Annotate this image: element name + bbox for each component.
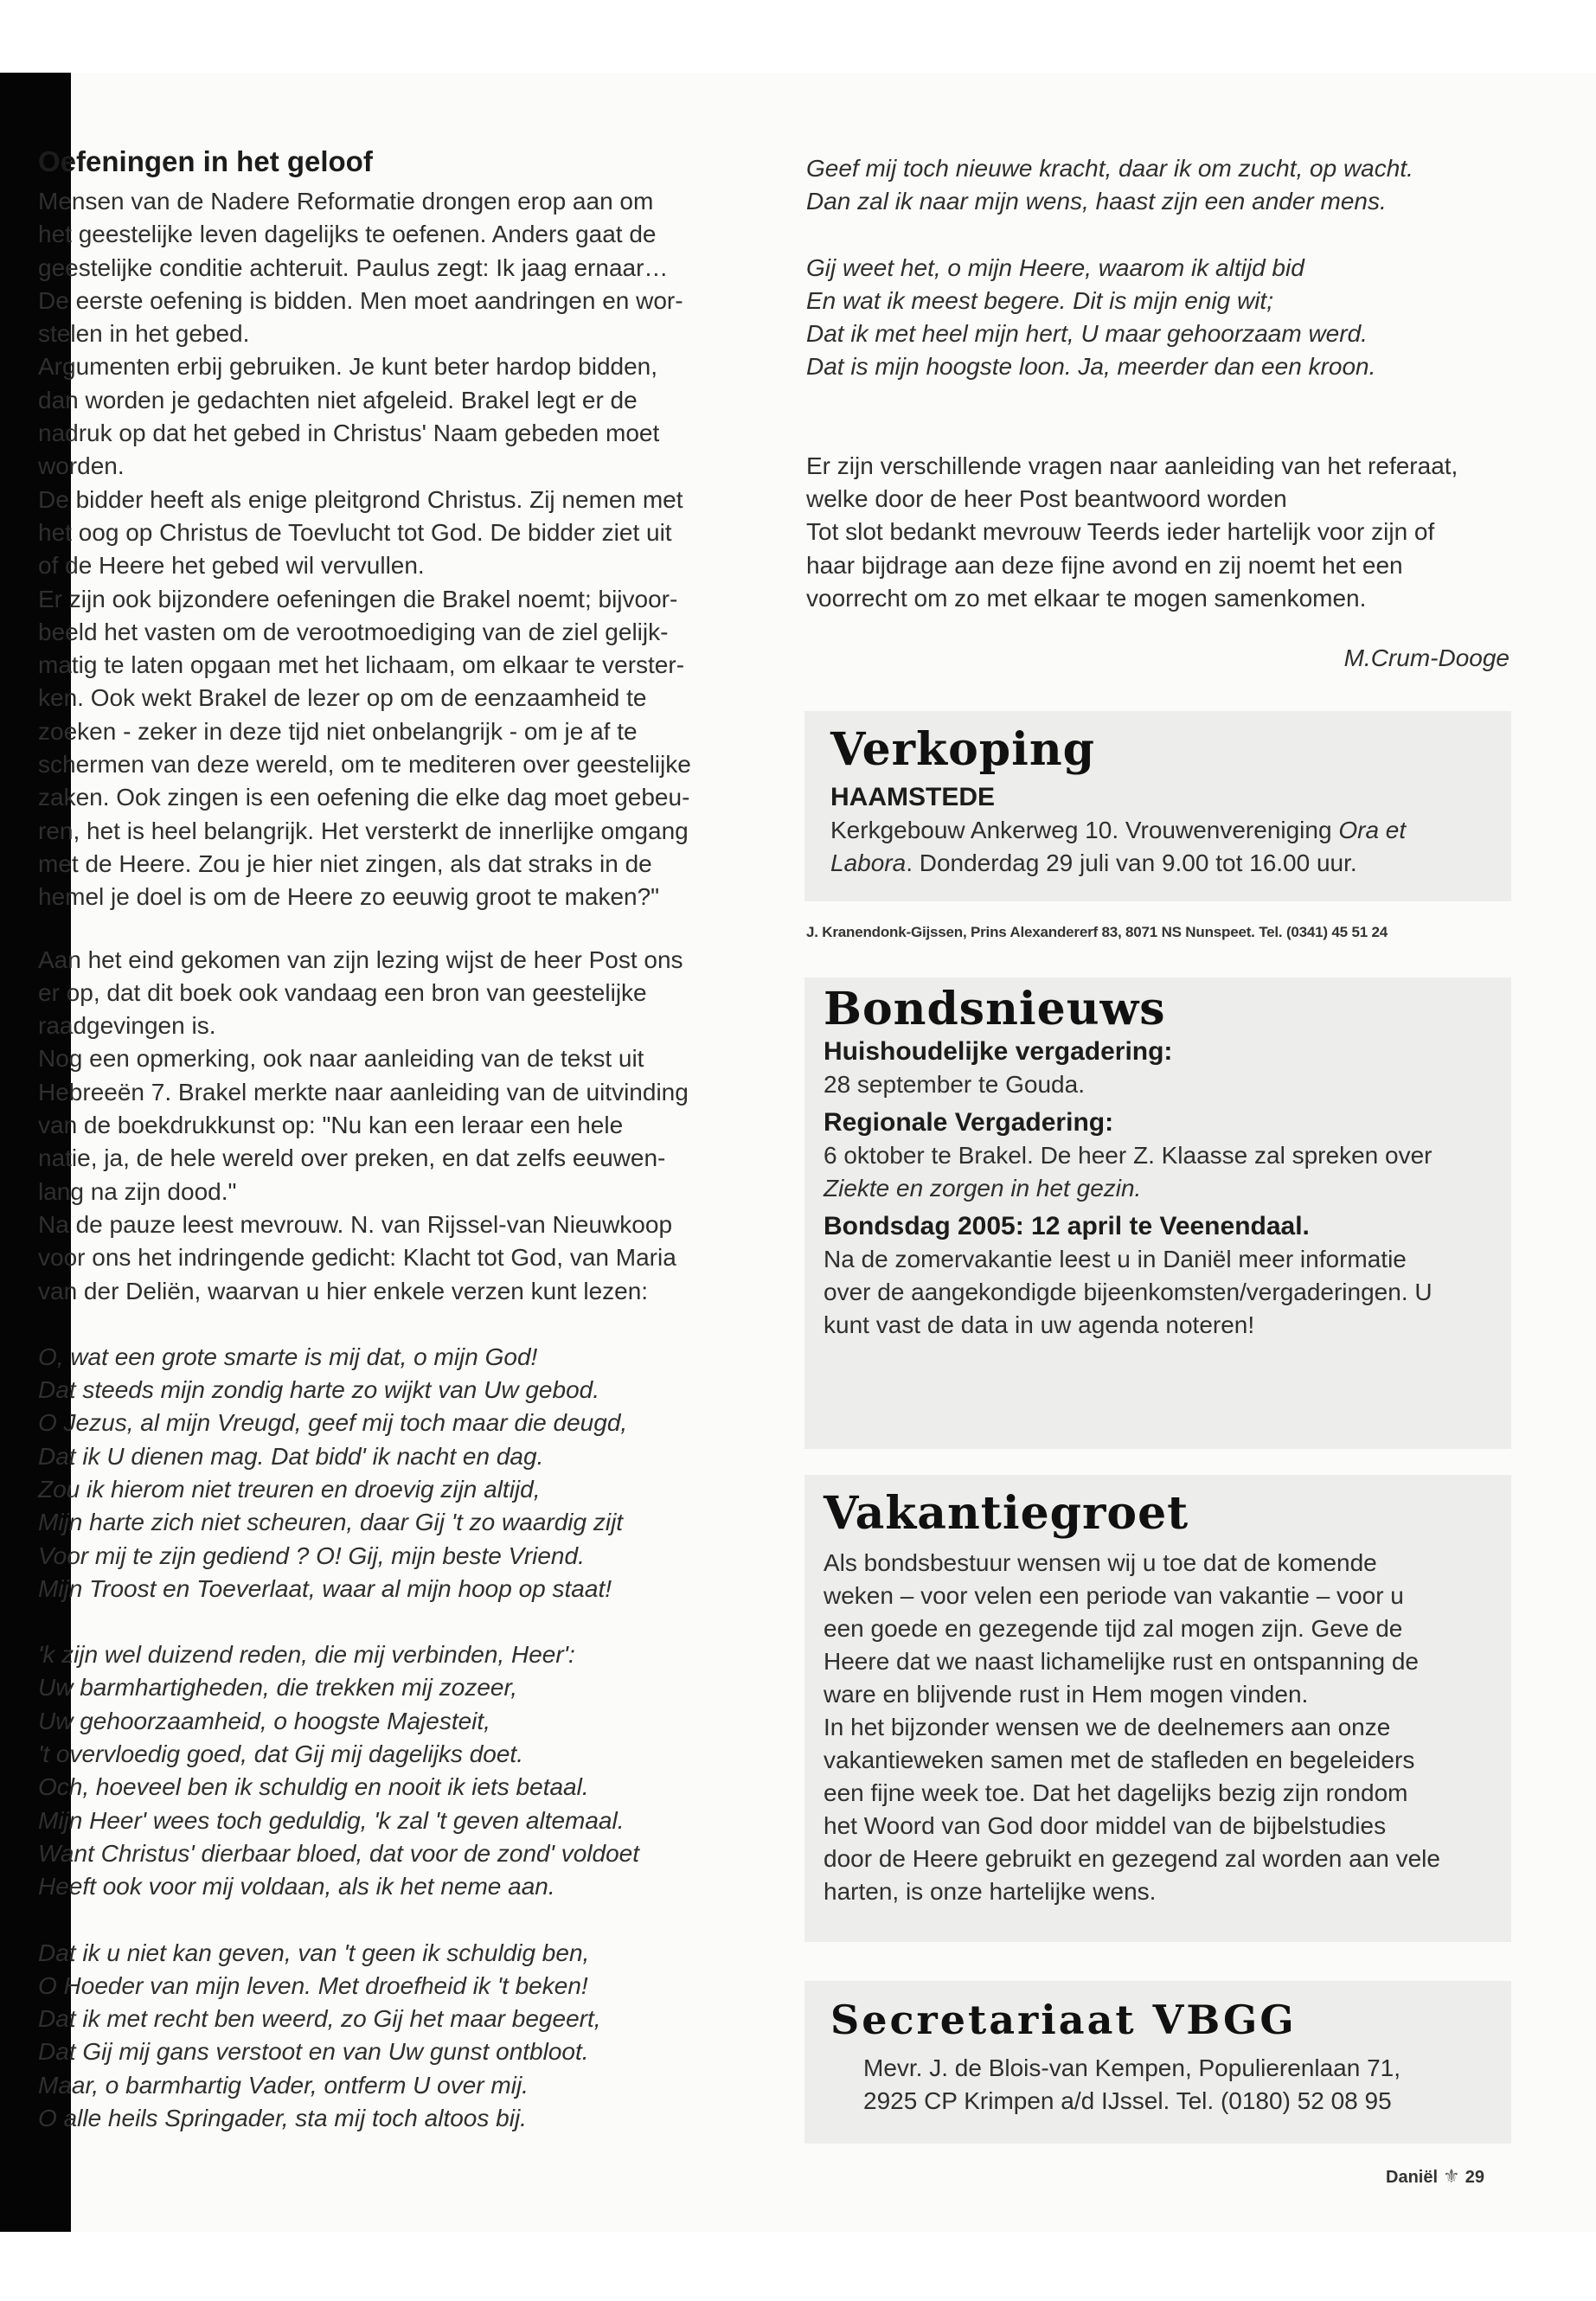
secretariaat-box xyxy=(804,1981,1511,2144)
secretariaat-address xyxy=(830,2052,1494,2118)
text-line: Mijn harte zich niet scheuren, daar Gij 't zo waardig zijt xyxy=(38,1509,624,1536)
magazine-name: Daniël xyxy=(1386,2168,1439,2187)
verkoping-line-1 xyxy=(830,814,1494,847)
right-column xyxy=(806,152,1511,672)
scan-top-margin xyxy=(0,0,1596,73)
text-line: Aan het eind gekomen van zijn lezing wijst de heer Post ons xyxy=(38,945,683,973)
text-line: dan worden je gedachten niet afgeleid. Brakel legt er de xyxy=(38,386,638,413)
text-line: voorrecht om zo met elkaar te mogen samenkomen. xyxy=(806,584,1367,612)
text-line: schermen van deze wereld, om te mediteren over geestelijke xyxy=(38,751,691,779)
text-line: het Woord van God door middel van de bijbelstudies xyxy=(824,1812,1387,1839)
text-line: Dan zal ik naar mijn wens, haast zijn een ander mens. xyxy=(806,188,1387,215)
text-line: welke door de heer Post beantwoord worden xyxy=(806,485,1287,513)
text-line: Argumenten erbij gebruiken. Je kunt beter hardop bidden, xyxy=(38,353,658,381)
text-line: of de Heere het gebed wil vervullen. xyxy=(38,552,425,580)
text-line: een fijne week toe. Dat het dagelijks bezig zijn rondom xyxy=(824,1779,1408,1806)
vakantiegroet-text xyxy=(824,1547,1494,1908)
text-line: zoeken - zeker in deze tijd niet onbelangrijk - om je af te xyxy=(38,717,638,745)
text-line: Dat is mijn hoogste loon. Ja, meerder dan een kroon. xyxy=(806,353,1376,381)
text-line: Zou ik hierom niet treuren en droevig zijn altijd, xyxy=(38,1475,541,1503)
text-line: 'k zijn wel duizend reden, die mij verbinden, Heer': xyxy=(38,1641,575,1669)
text-line: Geef mij toch nieuwe kracht, daar ik om zucht, op wacht. xyxy=(806,155,1413,182)
text-line: Dat ik met recht ben weerd, zo Gij het maar begeert, xyxy=(38,2005,601,2033)
text-line: Dat steeds mijn zondig harte zo wijkt van Uw gebod. xyxy=(38,1376,599,1404)
spacer xyxy=(38,1308,756,1341)
text-line: ren, het is heel belangrijk. Het versterkt de innerlijke omgang xyxy=(38,817,689,844)
bondsnieuws-text-1: 28 september te Gouda. xyxy=(824,1071,1085,1098)
text-line: raadgevingen is. xyxy=(38,1012,216,1040)
text-line: Heere dat we naast lichamelijke rust en ontspanning de xyxy=(824,1648,1419,1675)
spacer xyxy=(38,1904,756,1937)
text-line: Nog een opmerking, ook naar aanleiding van de tekst uit xyxy=(38,1045,644,1073)
bondsnieuws-title: Bondsnieuws xyxy=(824,983,1166,1035)
poem-stanza-1 xyxy=(38,1341,756,1606)
text-line: hemel je doel is om de Heere zo eeuwig groot te maken?" xyxy=(38,883,660,911)
bondsnieuws-sub-3: Bondsdag 2005: 12 april te Veenendaal. xyxy=(824,1212,1310,1240)
text-line: met de Heere. Zou je hier niet zingen, als dat straks in de xyxy=(38,849,652,877)
text-line: van de boekdrukkunst op: "Nu kan een leraar een hele xyxy=(38,1112,624,1139)
text-line: 't overvloedig goed, dat Gij mij dagelijks doet. xyxy=(38,1740,523,1768)
text-line: In het bijzonder wensen we de deelnemers aan onze xyxy=(824,1714,1391,1740)
text-line: Dat ik u niet kan geven, van 't geen ik schuldig ben, xyxy=(38,1939,590,1966)
verkoping-place: HAAMSTEDE xyxy=(830,783,996,811)
text-line: Als bondsbestuur wensen wij u toe dat de komende xyxy=(824,1549,1377,1576)
text-line: beeld het vasten om de verootmoediging van de ziel gelijk- xyxy=(38,618,669,645)
bondsnieuws-text-2-italic: Ziekte en zorgen in het gezin. xyxy=(824,1175,1142,1202)
text-line: O, wat een grote smarte is mij dat, o mijn God! xyxy=(38,1343,538,1370)
verkoping-italic: Labora xyxy=(830,849,907,876)
text-line: kunt vast de data in uw agenda noteren! xyxy=(824,1311,1255,1338)
secretariaat-title: Secretariaat VBGG xyxy=(830,1997,1297,2043)
spacer xyxy=(806,219,1511,252)
article-paragraph-1 xyxy=(38,185,756,914)
spacer xyxy=(38,914,756,944)
vakantiegroet-title: Vakantiegroet xyxy=(824,1487,1189,1540)
text-line: weken – voor velen een periode van vakantie – voor u xyxy=(824,1582,1404,1609)
spacer xyxy=(806,384,1511,450)
verkoping-box xyxy=(804,711,1511,901)
text-line: voor ons het indringende gedicht: Klacht tot God, van Maria xyxy=(38,1244,676,1272)
text-line: O Jezus, al mijn Vreugd, geef mij toch maar die deugd, xyxy=(38,1409,628,1437)
verkoping-line-2 xyxy=(830,847,1494,880)
text-line: Voor mij te zijn gediend ? O! Gij, mijn beste Vriend. xyxy=(38,1541,585,1569)
bondsnieuws-text-2: 6 oktober te Brakel. De heer Z. Klaasse zal spreken over xyxy=(824,1142,1433,1169)
text-line: stelen in het gebed. xyxy=(38,320,250,348)
text-line: Dat ik U dienen mag. Dat bidd' ik nacht en dag. xyxy=(38,1442,544,1470)
page-number: 29 xyxy=(1465,2168,1485,2187)
text-line: Och, hoeveel ben ik schuldig en nooit ik iets betaal. xyxy=(38,1773,589,1801)
text-line: over de aangekondigde bijeenkomsten/vergaderingen. U xyxy=(824,1279,1433,1305)
text-line: er op, dat dit boek ook vandaag een bron van geestelijke xyxy=(38,978,647,1006)
text-line: Heeft ook voor mij voldaan, als ik het neme aan. xyxy=(38,1873,555,1900)
verkoping-italic: Ora et xyxy=(1338,817,1407,843)
text-line: Dat Gij mij gans verstoot en van Uw gunst ontbloot. xyxy=(38,2038,589,2066)
verkoping-text: Kerkgebouw Ankerweg 10. Vrouwenvereniging xyxy=(830,817,1339,843)
text-line: door de Heere gebruikt en gezegend zal worden aan vele xyxy=(824,1845,1440,1872)
text-line: lang na zijn dood." xyxy=(38,1177,237,1205)
text-line: Maar, o barmhartig Vader, ontferm U over mij. xyxy=(38,2071,529,2099)
text-line: Tot slot bedankt mevrouw Teerds ieder hartelijk voor zijn of xyxy=(806,518,1435,546)
text-line: En wat ik meest begere. Dit is mijn enig wit; xyxy=(806,286,1273,314)
vakantiegroet-box xyxy=(804,1475,1511,1942)
text-line: Na de zomervakantie leest u in Daniël meer informatie xyxy=(824,1246,1407,1272)
text-line: Mevr. J. de Blois-van Kempen, Populierenlaan 71, xyxy=(863,2054,1401,2081)
text-line: Er zijn verschillende vragen naar aanleiding van het referaat, xyxy=(806,452,1458,479)
text-line: Hebreeën 7. Brakel merkte naar aanleiding van de uitvinding xyxy=(38,1078,689,1106)
text-line: De bidder heeft als enige pleitgrond Christus. Zij nemen met xyxy=(38,485,683,513)
text-line: het geestelijke leven dagelijks te oefenen. Anders gaat de xyxy=(38,221,657,248)
text-line: geestelijke conditie achteruit. Paulus zegt: Ik jaag ernaar… xyxy=(38,253,669,281)
text-line: Dat ik met heel mijn hert, U maar gehoorzaam werd. xyxy=(806,320,1368,348)
bondsnieuws-sub-2: Regionale Vergadering: xyxy=(824,1108,1114,1137)
article-paragraph-2 xyxy=(38,944,756,1308)
text-line: natie, ja, de hele wereld over preken, en dat zelfs eeuwen- xyxy=(38,1144,666,1172)
text-line: Uw gehoorzaamheid, o hoogste Majesteit, xyxy=(38,1707,490,1734)
text-line: nadruk op dat het gebed in Christus' Naam gebeden moet xyxy=(38,420,660,447)
spacer xyxy=(38,1606,756,1638)
text-line: zaken. Ook zingen is een oefening die elke dag moet gebeu- xyxy=(38,784,690,811)
text-line: O alle heils Springader, sta mij toch altoos bij. xyxy=(38,2105,527,2132)
contact-credit: J. Kranendonk-Gijssen, Prins Alexandererf 83, 8071 NS Nunspeet. Tel. (0341) 45 51 24 xyxy=(806,924,1388,940)
text-line: Mensen van de Nadere Reformatie drongen erop aan om xyxy=(38,188,654,215)
section-heading: Oefeningen in het geloof xyxy=(38,145,373,177)
text-line: Uw barmhartigheden, die trekken mij zozeer, xyxy=(38,1674,518,1702)
closing-paragraph xyxy=(806,450,1511,615)
text-line: 2925 CP Krimpen a/d IJssel. Tel. (0180) 52 08 95 xyxy=(863,2087,1392,2114)
text-line: Na de pauze leest mevrouw. N. van Rijssel-van Nieuwkoop xyxy=(38,1210,673,1238)
verkoping-title: Verkoping xyxy=(830,723,1096,776)
bondsnieuws-text-3 xyxy=(824,1243,1494,1342)
text-line: matig te laten opgaan met het lichaam, om elkaar te verster- xyxy=(38,651,685,679)
text-line: ware en blijvende rust in Hem mogen vinden. xyxy=(824,1681,1309,1708)
verkoping-text: . Donderdag 29 juli van 9.00 tot 16.00 uur. xyxy=(906,849,1357,876)
bondsnieuws-box xyxy=(804,977,1511,1449)
text-line: Mijn Troost en Toeverlaat, waar al mijn hoop op staat! xyxy=(38,1574,612,1602)
text-line: Want Christus' dierbaar bloed, dat voor de zond' voldoet xyxy=(38,1839,640,1867)
poem-stanza-5 xyxy=(806,252,1511,384)
text-line: Gij weet het, o mijn Heere, waarom ik altijd bid xyxy=(806,253,1304,281)
text-line: worden. xyxy=(38,452,125,480)
text-line: vakantieweken samen met de stafleden en begeleiders xyxy=(824,1747,1415,1773)
left-column xyxy=(38,145,756,2135)
text-line: O Hoeder van mijn leven. Met droefheid ik 't beken! xyxy=(38,1971,588,1999)
poem-stanza-3 xyxy=(38,1937,756,2136)
poem-stanza-4 xyxy=(806,152,1511,219)
poem-stanza-2 xyxy=(38,1638,756,1903)
text-line: ken. Ook wekt Brakel de lezer op om de eenzaamheid te xyxy=(38,684,647,712)
text-line: harten, is onze hartelijke wens. xyxy=(824,1878,1157,1905)
fleur-de-lis-icon: ⚜ xyxy=(1443,2165,1460,2187)
text-line: haar bijdrage aan deze fijne avond en zij noemt het een xyxy=(806,551,1403,579)
text-line: De eerste oefening is bidden. Men moet aandringen en wor- xyxy=(38,286,683,314)
text-line: Er zijn ook bijzondere oefeningen die Brakel noemt; bijvoor- xyxy=(38,585,678,612)
text-line: een goede en gezegende tijd zal mogen zijn. Geve de xyxy=(824,1615,1403,1642)
scan-bottom-margin xyxy=(0,2232,1596,2301)
text-line: van der Deliën, waarvan u hier enkele verzen kunt lezen: xyxy=(38,1277,649,1304)
page-footer xyxy=(1386,2165,1484,2188)
bondsnieuws-sub-1: Huishoudelijke vergadering: xyxy=(824,1037,1173,1066)
author-signature: M.Crum-Dooge xyxy=(1343,644,1509,672)
text-line: het oog op Christus de Toevlucht tot God. De bidder ziet uit xyxy=(38,518,672,546)
text-line: Mijn Heer' wees toch geduldig, 'k zal 't geven altemaal. xyxy=(38,1806,625,1834)
